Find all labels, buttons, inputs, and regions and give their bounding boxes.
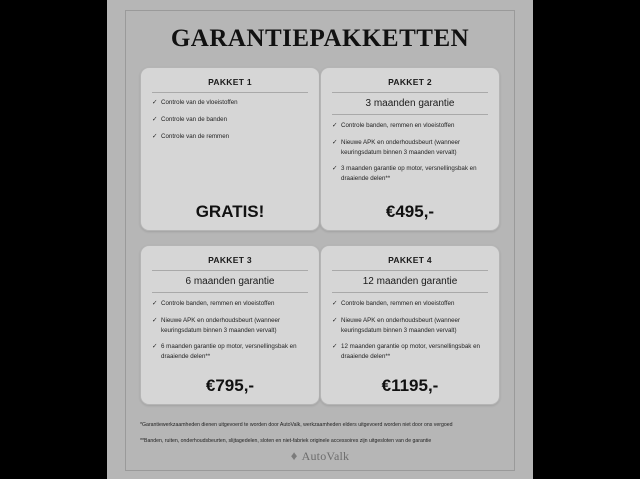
poster-frame <box>125 10 515 471</box>
list-item <box>152 342 308 361</box>
diamond-icon: ♦ <box>290 448 298 463</box>
list-item <box>332 342 488 361</box>
feature-text: 3 maanden garantie op motor, versnellingsbak en draaiende delen** <box>341 165 477 182</box>
package-card-1[interactable] <box>140 67 320 231</box>
check-icon: ✓ <box>152 116 158 124</box>
check-icon: ✓ <box>152 133 158 141</box>
package-card-2[interactable] <box>320 67 500 231</box>
check-icon: ✓ <box>332 343 338 351</box>
package-name: PAKKET 3 <box>152 255 308 271</box>
brand-name: AutoValk <box>301 448 350 463</box>
list-item <box>152 316 308 335</box>
brand-logo <box>126 448 514 464</box>
feature-list <box>332 121 488 198</box>
package-price: GRATIS! <box>195 202 265 221</box>
feature-text: 12 maanden garantie op motor, versnellingsbak en draaiende delen** <box>341 343 480 360</box>
package-subtitle: 12 maanden garantie <box>332 276 488 293</box>
list-item <box>152 132 308 142</box>
feature-text: Controle banden, remmen en vloeistoffen <box>161 300 275 307</box>
page-title: GARANTIEPAKKETTEN <box>170 25 470 52</box>
check-icon: ✓ <box>332 300 338 307</box>
check-icon: ✓ <box>332 122 338 129</box>
feature-text: Nieuwe APK en onderhoudsbeurt (wanneer keuringsdatum binnen 3 maanden vervalt) <box>341 139 461 156</box>
check-icon: ✓ <box>152 300 158 307</box>
package-subtitle: 3 maanden garantie <box>332 98 488 115</box>
package-card-3[interactable] <box>140 245 320 405</box>
list-item <box>152 299 308 309</box>
check-icon: ✓ <box>332 317 338 325</box>
package-subtitle: 6 maanden garantie <box>152 276 308 293</box>
list-item <box>332 299 488 309</box>
footnote-1: *Garantiewerkzaamheden dienen uitgevoerd te worden door AutoValk, werkzaamheden elders uitgevoerd worden niet door ons vergoed <box>140 422 453 428</box>
feature-text: Nieuwe APK en onderhoudsbeurt (wanneer keuringsdatum binnen 3 maanden vervalt) <box>161 317 281 334</box>
package-name: PAKKET 2 <box>332 77 488 93</box>
feature-list <box>332 299 488 372</box>
package-name: PAKKET 4 <box>332 255 488 271</box>
feature-text: Nieuwe APK en onderhoudsbeurt (wanneer keuringsdatum binnen 3 maanden vervalt) <box>341 317 461 334</box>
footnote-2: **Banden, ruiten, onderhoudsbeurten, slijtagedelen, sloten en niet-fabriek originele accessoires zijn uitgesloten van de garantie <box>140 438 432 445</box>
footnotes <box>140 421 500 446</box>
feature-list <box>152 98 308 198</box>
package-name: PAKKET 1 <box>152 77 308 93</box>
list-item <box>332 316 488 335</box>
package-price: €795,- <box>205 376 255 395</box>
feature-text: 6 maanden garantie op motor, versnellingsbak en draaiende delen** <box>161 343 297 360</box>
package-grid <box>140 67 500 419</box>
list-item <box>332 164 488 183</box>
check-icon: ✓ <box>152 317 158 325</box>
check-icon: ✓ <box>152 99 158 106</box>
warranty-poster <box>107 0 533 479</box>
list-item <box>332 138 488 157</box>
feature-text: Controle van de remmen <box>161 133 230 141</box>
feature-text: Controle banden, remmen en vloeistoffen <box>341 300 455 307</box>
feature-text: Controle van de banden <box>161 116 228 124</box>
check-icon: ✓ <box>152 343 158 351</box>
package-price: €1195,- <box>381 376 439 395</box>
feature-text: Controle van de vloeistoffen <box>161 99 238 106</box>
package-price: €495,- <box>385 202 435 221</box>
feature-text: Controle banden, remmen en vloeistoffen <box>341 122 455 129</box>
check-icon: ✓ <box>332 139 338 147</box>
list-item <box>152 115 308 125</box>
list-item <box>152 98 308 108</box>
package-card-4[interactable] <box>320 245 500 405</box>
list-item <box>332 121 488 131</box>
check-icon: ✓ <box>332 165 338 173</box>
feature-list <box>152 299 308 372</box>
